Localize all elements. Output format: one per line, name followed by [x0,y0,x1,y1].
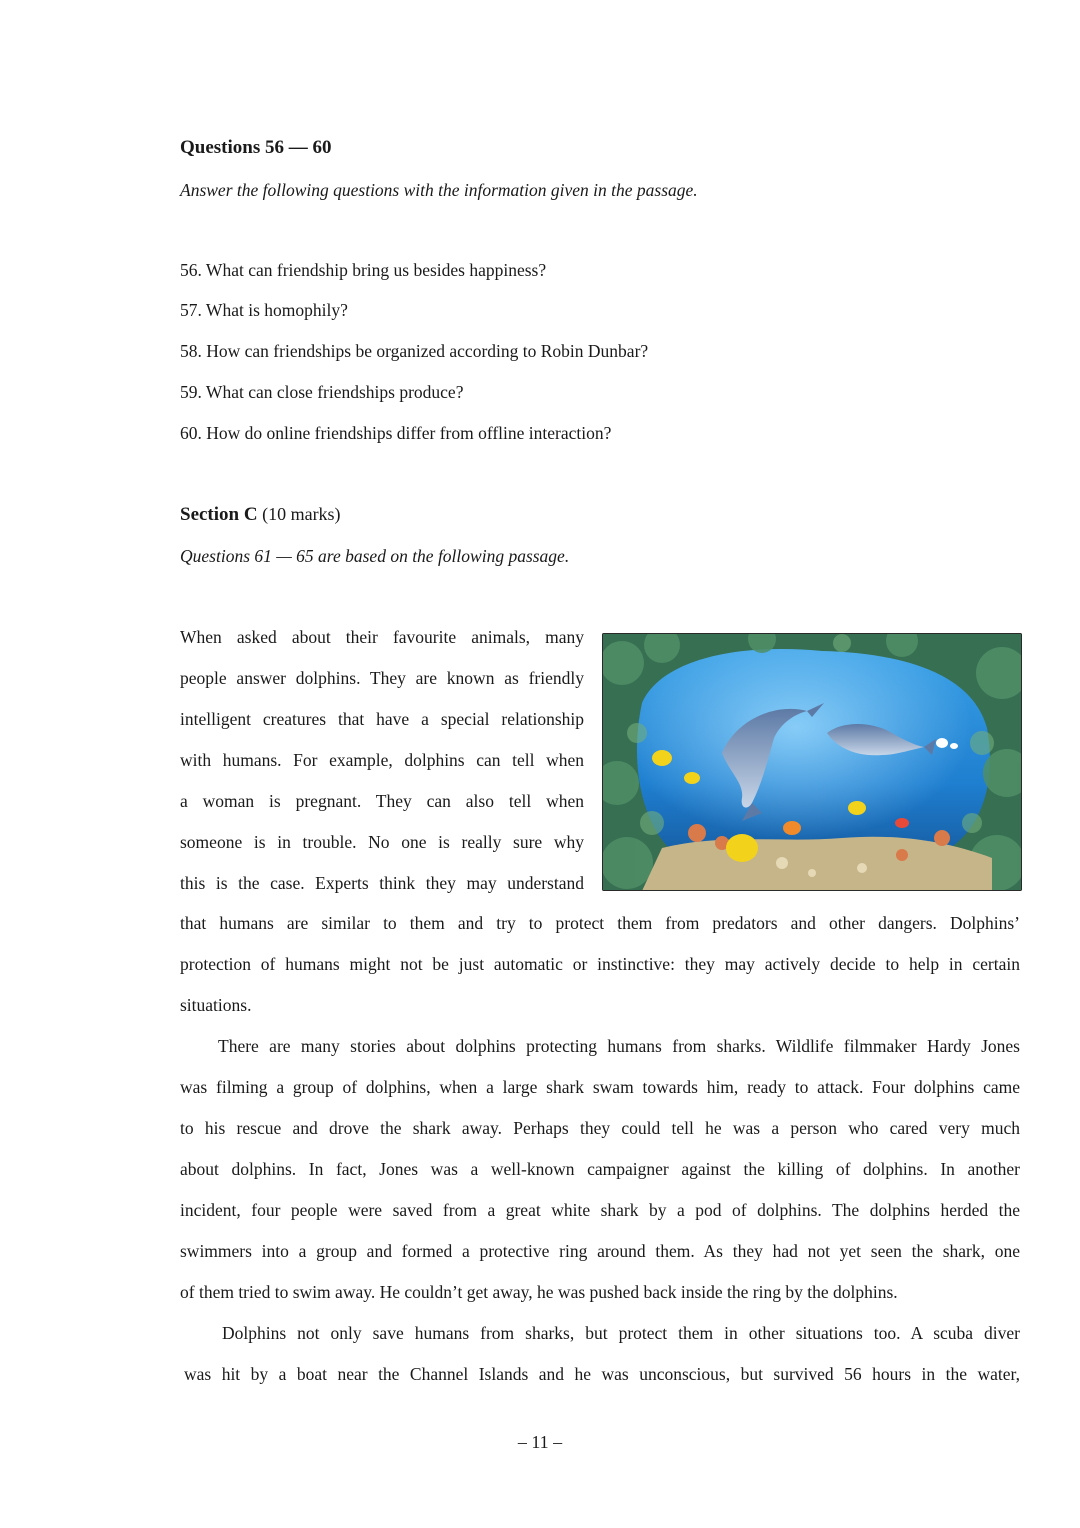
section-c-title: Section C [180,504,258,525]
question-60: 60. How do online friendships differ from offline interaction? [180,423,612,443]
question-57: 57. What is homophily? [180,300,348,320]
passage-line: incident, four people were saved from a great white shark by a pod of dolphins. The dolphins herded the [180,1200,1020,1220]
passage-line: with humans. For example, dolphins can tell when [180,750,584,770]
question-58: 58. How can friendships be organized according to Robin Dunbar? [180,341,649,361]
passage-line: was filming a group of dolphins, when a large shark swam towards him, ready to attack. Four dolphins came [180,1077,1020,1097]
passage-line: of them tried to swim away. He couldn’t get away, he was pushed back inside the ring by the dolphins. [180,1282,898,1302]
passage-line: this is the case. Experts think they may understand [180,873,584,893]
passage-line: someone is in trouble. No one is really sure why [180,832,584,852]
passage-line: situations. [180,995,252,1015]
dolphin-cave-illustration [602,633,1022,891]
passage-line: was hit by a boat near the Channel Islands and he was unconscious, but survived 56 hours in the water, [184,1364,1020,1384]
questions-instruction: Answer the following questions with the information given in the passage. [180,180,698,200]
section-c-instruction: Questions 61 — 65 are based on the following passage. [180,546,570,566]
passage-line: a woman is pregnant. They can also tell when [180,791,584,811]
passage-line: When asked about their favourite animals, many [180,627,584,647]
passage-line: protection of humans might not be just automatic or instinctive: they may actively decide to help in certain [180,954,1020,974]
passage-line: intelligent creatures that have a special relationship [180,709,584,729]
passage-line: that humans are similar to them and try to protect them from predators and other dangers. Dolphins’ [180,913,1020,933]
passage-line: about dolphins. In fact, Jones was a well-known campaigner against the killing of dolphins. In another [180,1159,1020,1179]
passage-line: to his rescue and drove the shark away. Perhaps they could tell he was a person who cared very much [180,1118,1020,1138]
section-c-marks: (10 marks) [262,504,341,524]
passage-line: people answer dolphins. They are known as friendly [180,668,584,688]
page-number: – 11 – [517,1432,563,1452]
question-56: 56. What can friendship bring us besides happiness? [180,260,547,280]
questions-heading: Questions 56 — 60 [180,137,332,158]
section-c-heading [180,504,341,526]
question-59: 59. What can close friendships produce? [180,382,464,402]
passage-line: swimmers into a group and formed a protective ring around them. As they had not yet seen the shark, one [180,1241,1020,1261]
passage-line: Dolphins not only save humans from sharks, but protect them in other situations too. A scuba diver [222,1323,1020,1343]
passage-line: There are many stories about dolphins protecting humans from sharks. Wildlife filmmaker Hardy Jones [218,1036,1020,1056]
